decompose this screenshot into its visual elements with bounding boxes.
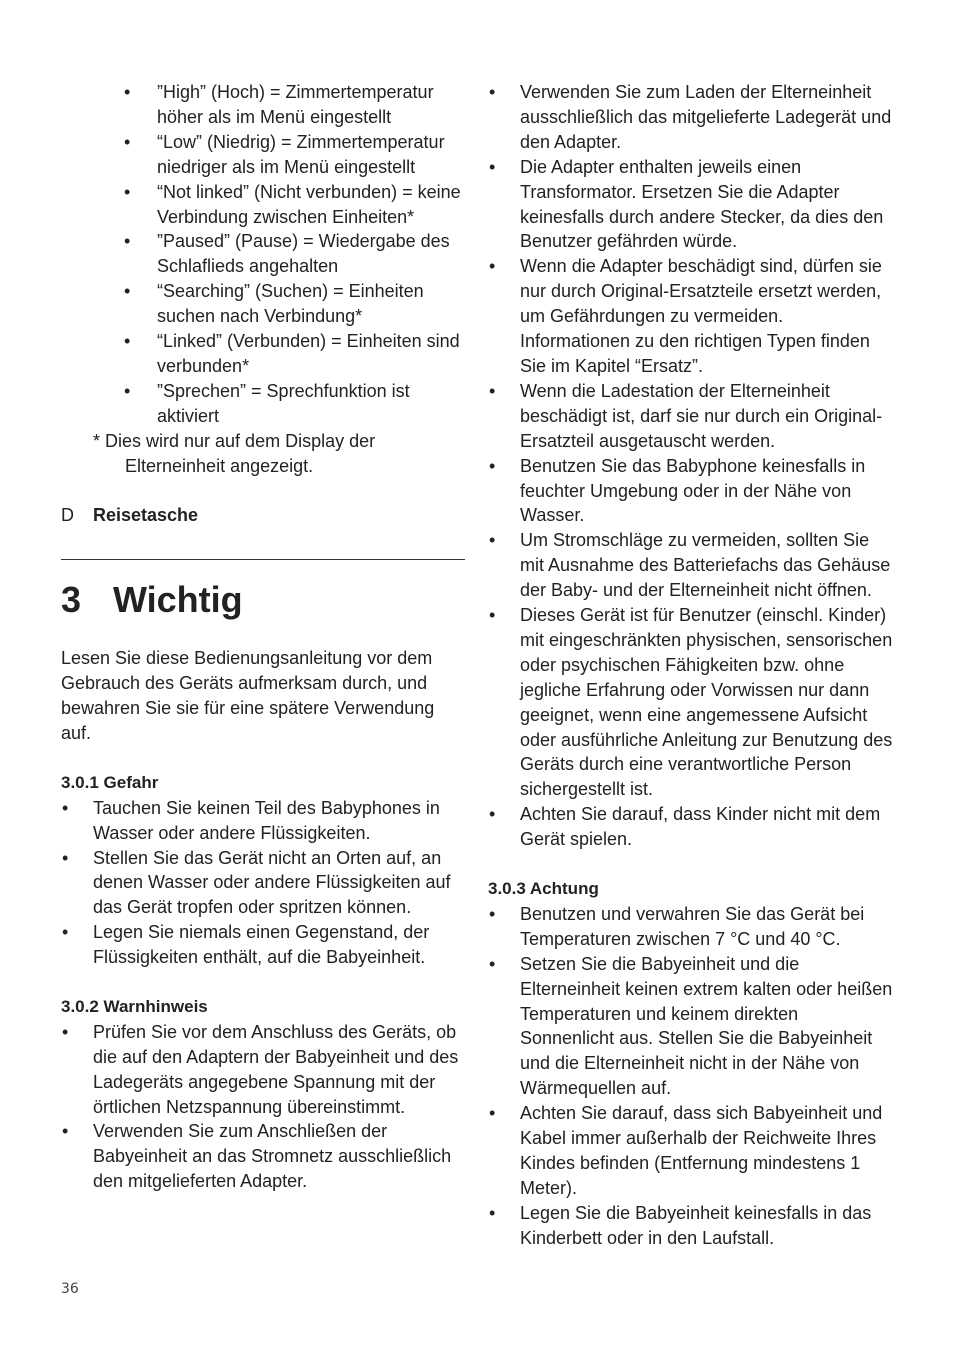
bullet: • (62, 1121, 69, 1142)
chapter-title-text: Wichtig (113, 579, 243, 621)
list-item-text: Setzen Sie die Babyeinheit und die Elterneinheit keinen extrem kalten oder heißen Temperaturen und keinem direkten Sonnenlicht aus. Stellen Sie die Babyeinheit und die Elterneinheit nicht in der Nähe von Wärmequellen auf. (520, 953, 893, 1099)
bullet: • (124, 281, 131, 302)
list-item-text: Dieses Gerät ist für Benutzer (einschl. Kinder) mit eingeschränkten physischen, sensorischen oder psychischen Fähigkeiten bzw. ohne jegliche Erfahrung oder Vorwissen nur dann geeignet, wenn eine angemessene Aufsicht oder ausführliche Anleitung zur Benutzung des Geräts durch eine verantwortliche Person sichergestellt ist. (520, 605, 893, 800)
list-item (61, 130, 465, 180)
list-item-text: Benutzen und verwahren Sie das Gerät bei Temperaturen zwischen 7 °C und 40 °C. (520, 903, 865, 949)
list-item (488, 80, 894, 155)
list-item (61, 920, 465, 970)
list-item (488, 952, 894, 1101)
bullet: • (62, 847, 69, 868)
intro-paragraph: Lesen Sie diese Bedienungsanleitung vor dem Gebrauch des Geräts aufmerksam durch, und bewahren Sie sie für eine spätere Verwendung auf. (61, 648, 435, 744)
bullet: • (489, 953, 496, 974)
list-item (488, 802, 894, 852)
list-item (61, 846, 465, 921)
list-item-text: Die Adapter enthalten jeweils einen Transformator. Ersetzen Sie die Adapter keinesfalls durch andere Stecker, da dies den Benutzer gefährden würde. (520, 156, 884, 252)
list-item (488, 254, 894, 379)
list-item (61, 796, 465, 846)
bullet: • (489, 903, 496, 924)
achtung-list (488, 902, 894, 1251)
footnote-text: * Dies wird nur auf dem Display der Elterneinheit angezeigt. (93, 430, 376, 476)
list-item (61, 1119, 465, 1194)
bullet: • (124, 131, 131, 152)
list-item (61, 279, 465, 329)
status-list (61, 80, 465, 429)
section-divider (61, 559, 465, 560)
bullet: • (489, 1202, 496, 1223)
list-item-text: Prüfen Sie vor dem Anschluss des Geräts, ob die auf den Adaptern der Babyeinheit und des Ladegeräts angegebene Spannung mit der örtlichen Netzspannung übereinstimmt. (93, 1021, 459, 1117)
list-item (488, 1101, 894, 1201)
bullet: • (489, 156, 496, 177)
bullet: • (124, 331, 131, 352)
list-item-text: “Searching” (Suchen) = Einheiten suchen nach Verbindung* (157, 281, 424, 327)
bullet: • (489, 530, 496, 551)
list-item (61, 329, 465, 379)
bullet: • (124, 231, 131, 252)
list-item-text: Wenn die Adapter beschädigt sind, dürfen sie nur durch Original-Ersatzteile ersetzt werden, um Gefährdungen zu vermeiden. Informationen zu den richtigen Typen finden Sie im Kapitel “Ersatz”. (520, 256, 882, 376)
spacer (61, 970, 465, 995)
warnhinweis-list-part2 (488, 80, 894, 852)
list-item-text: Achten Sie darauf, dass sich Babyeinheit und Kabel immer außerhalb der Reichweite Ihres Kindes befinden (Entfernung mindestens 1 Meter). (520, 1103, 883, 1198)
bullet: • (62, 797, 69, 818)
list-item-text: Legen Sie die Babyeinheit keinesfalls in das Kinderbett oder in den Laufstall. (520, 1202, 872, 1248)
bullet: • (62, 922, 69, 943)
bullet: • (489, 256, 496, 277)
item-label: Reisetasche (93, 505, 199, 526)
list-item-text: Tauchen Sie keinen Teil des Babyphones in Wasser oder andere Flüssigkeiten. (93, 797, 440, 843)
section-heading-gefahr: 3.0.1 Gefahr (61, 772, 159, 792)
chapter-number: 3 (61, 579, 82, 621)
page-number: 36 (61, 1281, 79, 1297)
bullet: • (489, 455, 496, 476)
list-item-text: Verwenden Sie zum Anschließen der Babyeinheit an das Stromnetz ausschließlich den mitgelieferten Adapter. (93, 1121, 452, 1192)
list-item-text: “Linked” (Verbunden) = Einheiten sind verbunden* (157, 331, 460, 376)
list-item (488, 454, 894, 529)
item-letter: D (61, 505, 74, 526)
bullet: • (124, 380, 131, 401)
list-item (488, 528, 894, 603)
list-item-text: Wenn die Ladestation der Elterneinheit beschädigt ist, darf sie nur durch ein Original-Ersatzteil ausgetauscht werden. (520, 380, 883, 451)
bullet: • (124, 181, 131, 202)
list-item (488, 155, 894, 255)
list-item-text: “Low” (Niedrig) = Zimmertemperatur niedriger als im Menü eingestellt (157, 131, 445, 177)
bullet: • (489, 605, 496, 626)
list-item-text: Legen Sie niemals einen Gegenstand, der Flüssigkeiten enthält, auf die Babyeinheit. (93, 922, 430, 968)
list-item (488, 379, 894, 454)
bullet: • (489, 380, 496, 401)
list-item-text: ”Sprechen” = Sprechfunktion ist aktiviert (157, 380, 410, 426)
bullet: • (489, 1103, 496, 1124)
list-item (488, 603, 894, 802)
gefahr-list (61, 796, 465, 970)
list-item (61, 80, 465, 130)
footnote (61, 429, 465, 479)
list-item (488, 1201, 894, 1251)
item-d (61, 503, 465, 528)
list-item-text: ”Paused” (Pause) = Wiedergabe des Schlaflieds angehalten (157, 231, 450, 277)
list-item-text: Benutzen Sie das Babyphone keinesfalls in feuchter Umgebung oder in der Nähe von Wasser. (520, 455, 866, 526)
bullet: • (124, 82, 131, 102)
list-item-text: Verwenden Sie zum Laden der Elterneinheit ausschließlich das mitgelieferte Ladegerät und den Adapter. (520, 82, 892, 152)
list-item (61, 379, 465, 429)
section-heading-achtung: 3.0.3 Achtung (488, 878, 599, 898)
list-item (488, 902, 894, 952)
list-item-text: Achten Sie darauf, dass Kinder nicht mit dem Gerät spielen. (520, 804, 881, 850)
chapter-title (61, 580, 465, 620)
list-item (61, 229, 465, 279)
list-item-text: “Not linked” (Nicht verbunden) = keine Verbindung zwischen Einheiten* (157, 181, 461, 227)
list-item-text: Um Stromschläge zu vermeiden, sollten Sie mit Ausnahme des Batteriefachs das Gehäuse der Baby- und der Elterneinheit nicht öffnen. (520, 530, 891, 601)
list-item (61, 1020, 465, 1120)
right-column (488, 80, 894, 1251)
bullet: • (489, 804, 496, 825)
list-item-text: ”High” (Hoch) = Zimmertemperatur höher als im Menü eingestellt (157, 82, 434, 127)
list-item-text: Stellen Sie das Gerät nicht an Orten auf, an denen Wasser oder andere Flüssigkeiten auf das Gerät tropfen oder spritzen können. (93, 847, 451, 918)
list-item (61, 180, 465, 230)
section-heading-warnhinweis: 3.0.2 Warnhinweis (61, 996, 208, 1016)
left-column (61, 80, 465, 1194)
spacer (488, 852, 894, 877)
bullet: • (62, 1021, 69, 1042)
bullet: • (489, 82, 496, 102)
warnhinweis-list-part1 (61, 1020, 465, 1194)
